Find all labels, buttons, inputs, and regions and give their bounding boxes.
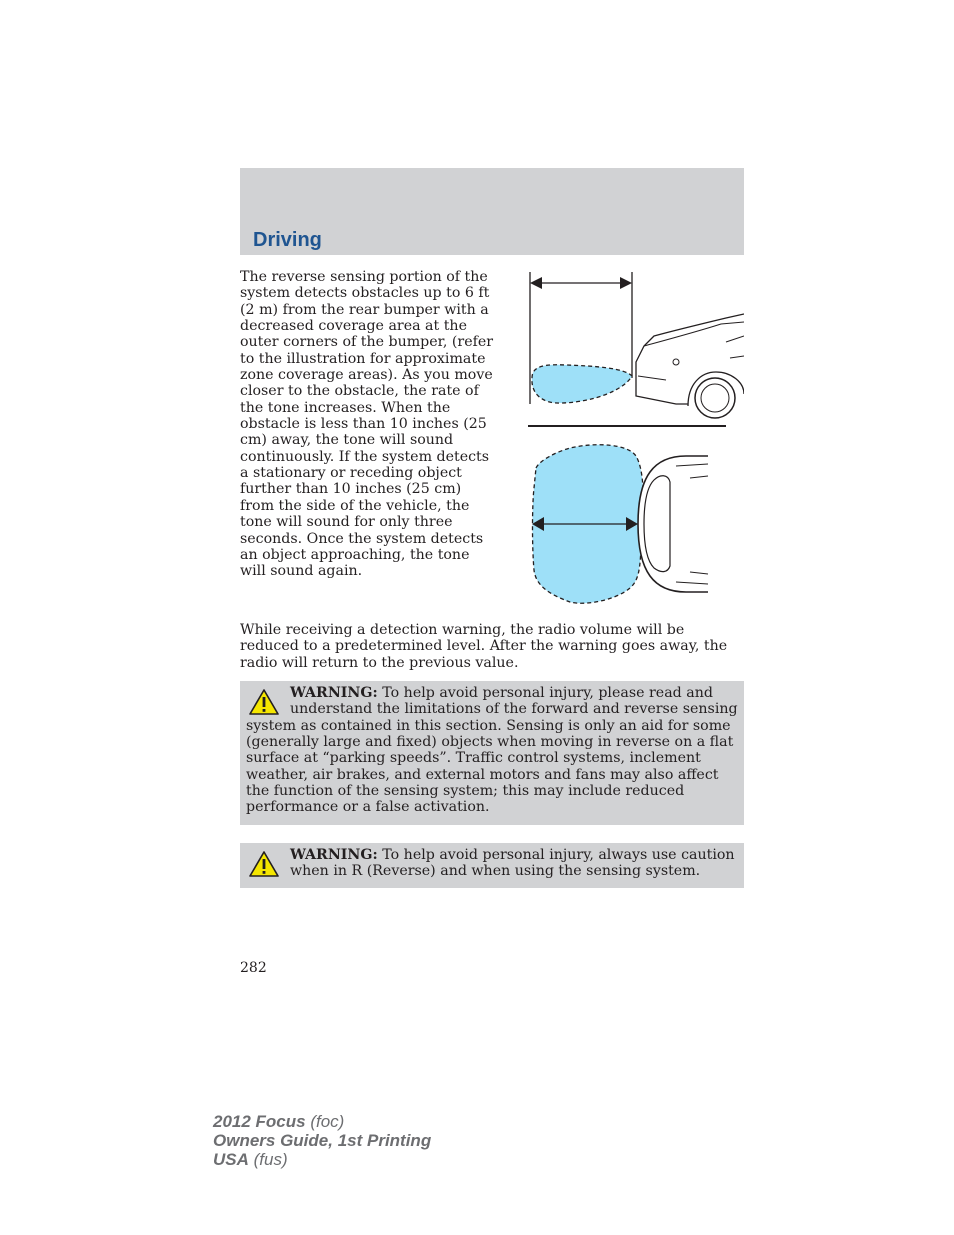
reverse-sensing-paragraph: The reverse sensing portion of the system detects obstacles up to 6 ft (2 m) from the rear bumper with a decreased coverage area at the outer corners of the bumper, (refer to the illustration for approximate zone coverage areas). As you move closer to the obstacle, the rate of the tone increases. When the obstacle is less than 10 inches (25 cm) away, the tone will sound continuously. If the system detects a stationary or receding object further than 10 inches (25 cm) from the side of the vehicle, the tone will sound for only three seconds. Once the system detects an object approaching, the tone will sound again.	[240, 269, 494, 580]
footer-line-region: USA (fus)	[213, 1150, 288, 1169]
document-footer	[213, 1112, 431, 1169]
section-title: Driving	[253, 229, 322, 251]
warning-box-sensing-limitations	[240, 681, 744, 825]
page-number: 282	[240, 960, 267, 976]
radio-volume-paragraph: While receiving a detection warning, the radio volume will be reduced to a predetermined level. After the warning goes away, the radio will return to the previous value.	[240, 622, 728, 671]
warning-box-reverse-caution	[240, 843, 744, 888]
warning-text: To help avoid personal injury, please read and understand the limitations of the forward and reverse sensing system as contained in this section. Sensing is only an aid for some (generally large and fixed) objects when moving in reverse on a flat surface at “parking speeds”. Traffic control systems, inclement weather, air brakes, and external motors and fans may also affect the function of the sensing system; this may include reduced performance or a false activation.	[246, 685, 738, 816]
footer-line-guide: Owners Guide, 1st Printing	[213, 1131, 432, 1150]
section-header-band	[240, 168, 744, 255]
top-view-diagram	[532, 445, 708, 604]
warning-text: To help avoid personal injury, always use caution when in R (Reverse) and when using the sensing system.	[290, 847, 735, 880]
warning-label: WARNING:	[290, 847, 378, 863]
footer-line-model: 2012 Focus (foc)	[213, 1112, 345, 1131]
warning-triangle-icon	[248, 688, 280, 716]
sensing-zone-illustration	[526, 266, 744, 611]
warning-triangle-icon	[248, 850, 280, 878]
warning-label: WARNING:	[290, 685, 378, 701]
side-view-diagram	[528, 272, 744, 426]
